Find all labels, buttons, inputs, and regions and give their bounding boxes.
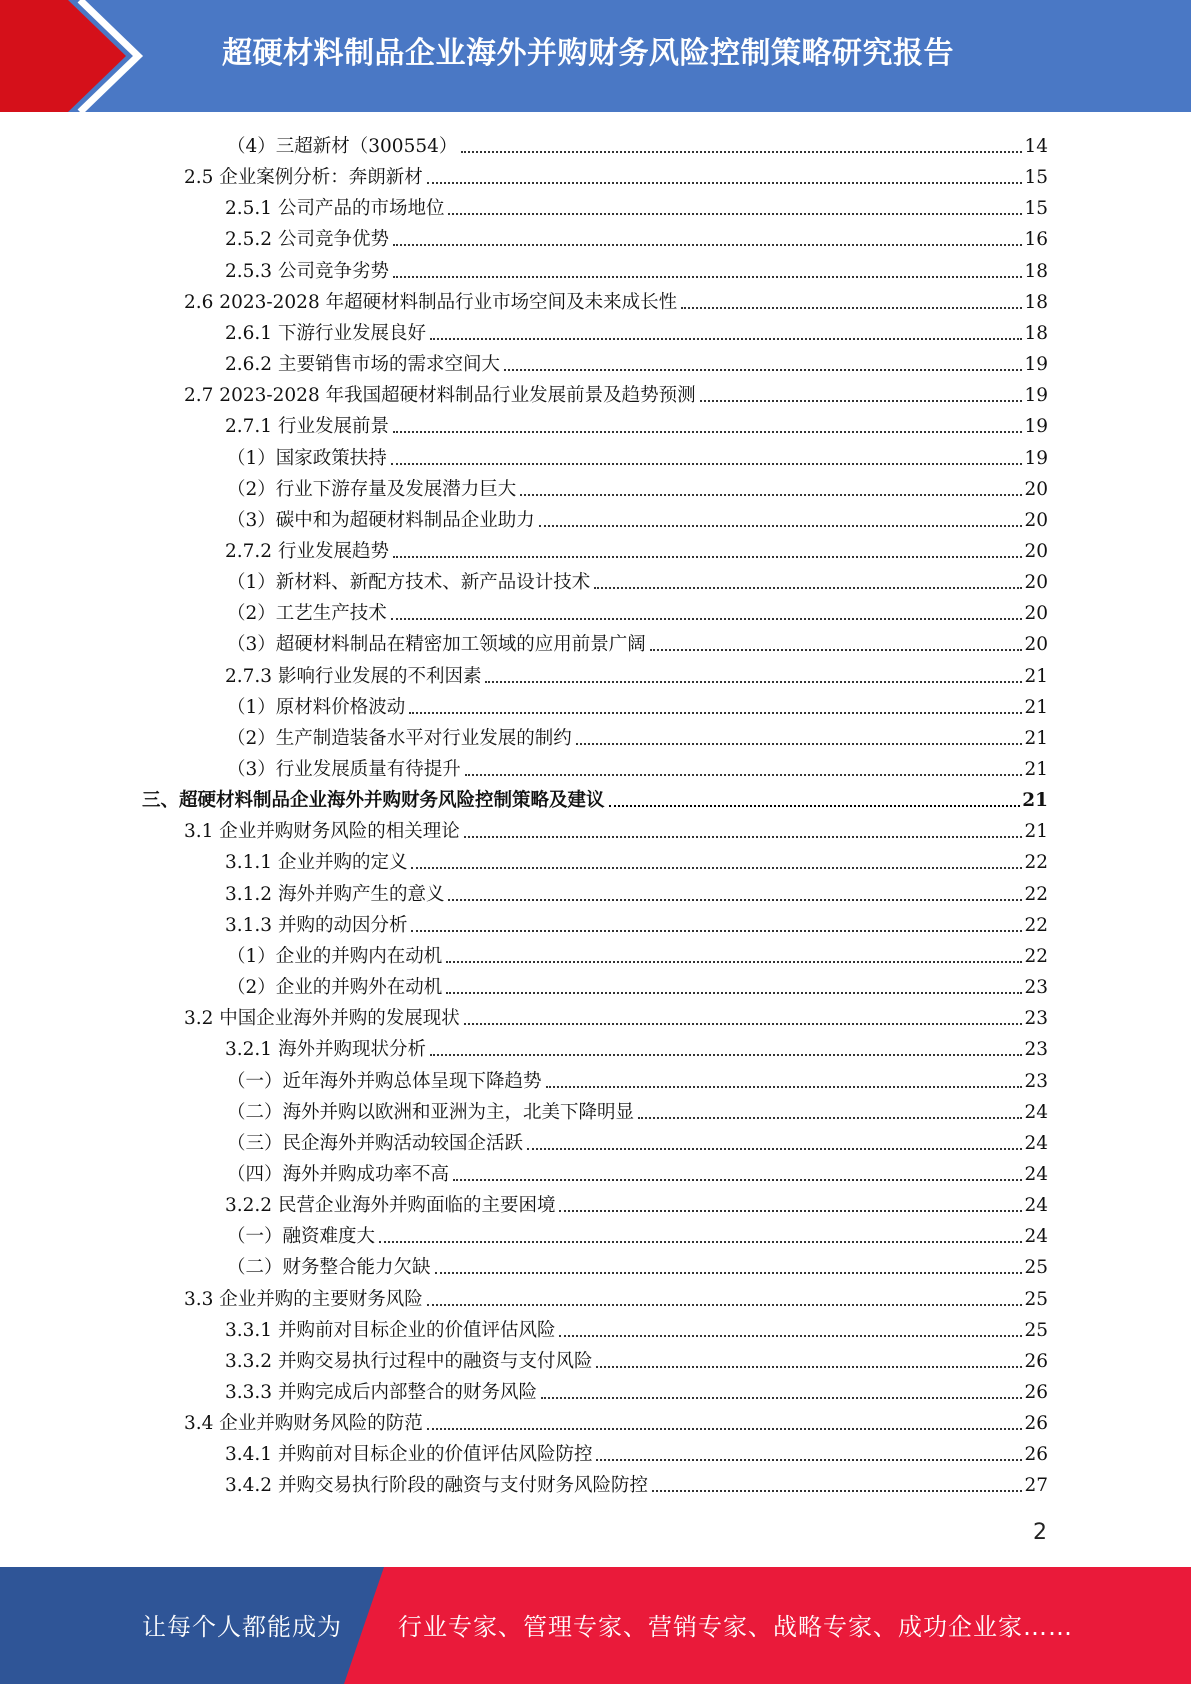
toc-entry[interactable]	[227, 1249, 1048, 1280]
toc-entry[interactable]	[225, 408, 1048, 439]
toc-dot-leader	[485, 681, 1022, 683]
toc-entry-title: 3.3 企业并购的主要财务风险	[184, 1288, 423, 1310]
toc-entry-title: （2）生产制造装备水平对行业发展的制约	[227, 727, 572, 749]
toc-entry[interactable]	[142, 782, 1048, 813]
toc-entry-title: 3.4 企业并购财务风险的防范	[184, 1413, 423, 1435]
toc-entry-page: 19	[1024, 447, 1048, 469]
toc-entry-page: 26	[1024, 1444, 1048, 1466]
toc-entry[interactable]	[227, 502, 1048, 533]
toc-entry-page: 21	[1022, 790, 1048, 812]
toc-entry-title: 三、超硬材料制品企业海外并购财务风险控制策略及建议	[142, 790, 605, 812]
toc-entry[interactable]	[225, 907, 1048, 938]
toc-entry[interactable]	[225, 315, 1048, 346]
toc-entry-title: 3.1.2 海外并购产生的意义	[225, 883, 445, 905]
toc-entry-page: 15	[1024, 167, 1048, 189]
toc-entry-title: （3）超硬材料制品在精密加工领域的应用前景广阔	[227, 634, 646, 656]
toc-entry-page: 20	[1024, 509, 1048, 531]
toc-entry[interactable]	[225, 876, 1048, 907]
toc-entry-title: 3.3.3 并购完成后内部整合的财务风险	[225, 1382, 537, 1403]
toc-entry-page: 21	[1024, 665, 1048, 687]
toc-entry[interactable]	[225, 533, 1048, 564]
toc-dot-leader	[464, 836, 1023, 838]
toc-dot-leader	[446, 961, 1022, 963]
toc-dot-leader	[411, 867, 1022, 869]
toc-entry-title: （四）海外并购成功率不高	[227, 1163, 450, 1185]
footer-slogan-left: 让每个人都能成为	[142, 1613, 342, 1641]
toc-dot-leader	[453, 1179, 1022, 1181]
toc-dot-leader	[393, 244, 1022, 246]
toc-entry-title: 3.2 中国企业海外并购的发展现状	[184, 1008, 460, 1030]
toc-entry[interactable]	[184, 377, 1048, 408]
toc-entry-page: 26	[1024, 1350, 1048, 1372]
toc-entry-page: 21	[1024, 759, 1048, 780]
toc-entry-title: 2.6 2023-2028 年超硬材料制品行业市场空间及未来成长性	[184, 291, 678, 313]
toc-entry-title: （2）行业下游存量及发展潜力巨大	[227, 478, 517, 500]
toc-dot-leader	[461, 151, 1022, 153]
toc-entry[interactable]	[184, 1000, 1048, 1031]
toc-entry[interactable]	[184, 1281, 1048, 1312]
toc-entry-title: （2）企业的并购外在动机	[227, 977, 443, 999]
toc-dot-leader	[411, 930, 1022, 932]
toc-entry-title: 2.5.2 公司竞争优势	[225, 229, 389, 251]
toc-entry-page: 21	[1024, 696, 1048, 718]
toc-entry[interactable]	[227, 969, 1048, 1000]
toc-entry-title: 2.7.3 影响行业发展的不利因素	[225, 665, 482, 687]
toc-entry[interactable]	[227, 1218, 1048, 1249]
toc-entry-title: 2.7 2023-2028 年我国超硬材料制品行业发展前景及趋势预测	[184, 385, 696, 407]
toc-entry-page: 27	[1024, 1475, 1048, 1497]
toc-entry-title: （1）国家政策扶持	[227, 447, 387, 469]
toc-entry-page: 22	[1024, 852, 1048, 874]
toc-entry[interactable]	[227, 564, 1048, 595]
toc-entry-page: 14	[1024, 136, 1048, 157]
toc-entry-page: 25	[1024, 1257, 1048, 1279]
toc-dot-leader	[596, 1459, 1022, 1461]
toc-entry-title: 2.5 企业案例分析：奔朗新材	[184, 167, 423, 189]
toc-dot-leader	[559, 1335, 1022, 1337]
toc-dot-leader	[393, 556, 1022, 558]
footer-banner	[0, 1567, 1191, 1684]
toc-entry-page: 20	[1024, 540, 1048, 562]
toc-entry[interactable]	[227, 720, 1048, 751]
toc-entry[interactable]	[225, 190, 1048, 221]
toc-dot-leader	[391, 618, 1023, 620]
toc-entry-page: 18	[1024, 291, 1048, 313]
toc-entry-title: （3）行业发展质量有待提升	[227, 759, 461, 780]
toc-entry-title: 2.5.3 公司竞争劣势	[225, 260, 389, 282]
toc-entry-title: （二）海外并购以欧洲和亚洲为主，北美下降明显	[227, 1101, 635, 1123]
toc-entry[interactable]	[227, 1094, 1048, 1125]
toc-entry[interactable]	[225, 1312, 1048, 1343]
toc-dot-leader	[559, 1210, 1022, 1212]
toc-entry-title: 2.6.2 主要销售市场的需求空间大	[225, 354, 500, 376]
toc-entry-page: 19	[1024, 354, 1048, 376]
toc-entry[interactable]	[225, 658, 1048, 689]
toc-entry[interactable]	[225, 844, 1048, 875]
toc-entry-title: 2.7.2 行业发展趋势	[225, 540, 389, 562]
chevron-arrow-icon	[0, 0, 160, 112]
toc-entry-page: 26	[1024, 1413, 1048, 1435]
toc-dot-leader	[465, 774, 1023, 776]
toc-entry-page: 19	[1024, 416, 1048, 438]
toc-dot-leader	[393, 431, 1022, 433]
toc-dot-leader	[650, 649, 1023, 651]
toc-entry-title: 3.3.1 并购前对目标企业的价值评估风险	[225, 1319, 556, 1341]
toc-entry-page: 24	[1024, 1226, 1048, 1248]
toc-dot-leader	[393, 276, 1022, 278]
toc-dot-leader	[609, 805, 1021, 807]
toc-entry[interactable]	[225, 1374, 1048, 1405]
toc-entry-title: （三）民企海外并购活动较国企活跃	[227, 1132, 524, 1154]
toc-dot-leader	[594, 587, 1022, 589]
toc-entry-title: （1）企业的并购内在动机	[227, 945, 443, 967]
toc-entry-title: 3.3.2 并购交易执行过程中的融资与支付风险	[225, 1350, 593, 1372]
toc-entry[interactable]	[184, 159, 1048, 190]
toc-dot-leader	[504, 369, 1022, 371]
toc-entry-page: 21	[1024, 727, 1048, 749]
toc-entry-title: 3.4.1 并购前对目标企业的价值评估风险防控	[225, 1444, 593, 1466]
page-number: 2	[1033, 1520, 1047, 1545]
toc-entry-title: 3.1.3 并购的动因分析	[225, 914, 408, 936]
toc-dot-leader	[448, 213, 1022, 215]
toc-entry-title: 3.2.2 民营企业海外并购面临的主要困境	[225, 1195, 556, 1217]
toc-entry-title: （1）原材料价格波动	[227, 696, 406, 718]
toc-entry-page: 18	[1024, 260, 1048, 282]
toc-dot-leader	[520, 494, 1022, 496]
toc-entry[interactable]	[184, 1405, 1048, 1436]
toc-entry-title: 2.7.1 行业发展前景	[225, 416, 389, 438]
toc-entry-title: 2.5.1 公司产品的市场地位	[225, 198, 445, 220]
toc-dot-leader	[539, 525, 1023, 527]
toc-entry[interactable]	[227, 689, 1048, 720]
toc-entry[interactable]	[227, 440, 1048, 471]
toc-entry[interactable]	[227, 1125, 1048, 1156]
toc-entry[interactable]	[184, 813, 1048, 844]
toc-entry[interactable]	[225, 1343, 1048, 1374]
toc-entry-page: 15	[1024, 198, 1048, 220]
toc-entry-title: （2）工艺生产技术	[227, 603, 387, 625]
toc-dot-leader	[681, 307, 1022, 309]
toc-entry-title: （一）融资难度大	[227, 1226, 376, 1248]
toc-entry-page: 24	[1024, 1163, 1048, 1185]
report-title: 超硬材料制品企业海外并购财务风险控制策略研究报告	[222, 36, 954, 71]
toc-entry-title: 3.1.1 企业并购的定义	[225, 852, 408, 874]
toc-entry-title: 3.4.2 并购交易执行阶段的融资与支付财务风险防控	[225, 1475, 648, 1497]
toc-entry-page: 20	[1024, 634, 1048, 656]
toc-entry-page: 26	[1024, 1382, 1048, 1403]
toc-dot-leader	[638, 1117, 1022, 1119]
toc-dot-leader	[541, 1397, 1022, 1399]
toc-entry-page: 20	[1024, 478, 1048, 500]
toc-entry-page: 16	[1024, 229, 1048, 251]
toc-dot-leader	[527, 1148, 1022, 1150]
toc-entry[interactable]	[225, 253, 1048, 284]
toc-entry-title: （4）三超新材（300554）	[227, 136, 458, 157]
toc-dot-leader	[652, 1490, 1022, 1492]
toc-entry[interactable]	[184, 284, 1048, 315]
toc-dot-leader	[448, 899, 1022, 901]
toc-entry-page: 25	[1024, 1319, 1048, 1341]
toc-entry-page: 25	[1024, 1288, 1048, 1310]
toc-entry-title: （二）财务整合能力欠缺	[227, 1257, 431, 1279]
toc-dot-leader	[596, 1366, 1022, 1368]
footer-slogan-right: 行业专家、管理专家、营销专家、战略专家、成功企业家……	[398, 1613, 1073, 1641]
toc-dot-leader	[409, 712, 1022, 714]
toc-entry-page: 24	[1024, 1132, 1048, 1154]
toc-dot-leader	[379, 1241, 1022, 1243]
toc-entry-page: 19	[1024, 385, 1048, 407]
toc-dot-leader	[546, 1086, 1023, 1088]
toc-entry[interactable]	[227, 1156, 1048, 1187]
toc-entry-page: 20	[1024, 603, 1048, 625]
toc-entry[interactable]	[227, 751, 1048, 782]
toc-dot-leader	[435, 1272, 1023, 1274]
toc-entry-title: （1）新材料、新配方技术、新产品设计技术	[227, 572, 591, 594]
toc-entry[interactable]	[227, 595, 1048, 626]
toc-dot-leader	[430, 1054, 1022, 1056]
toc-entry-title: （3）碳中和为超硬材料制品企业助力	[227, 509, 535, 531]
toc-entry-page: 24	[1024, 1195, 1048, 1217]
toc-entry[interactable]	[227, 471, 1048, 502]
toc-entry[interactable]	[225, 1436, 1048, 1467]
toc-entry-page: 22	[1024, 945, 1048, 967]
toc-entry-title: 2.6.1 下游行业发展良好	[225, 322, 426, 344]
toc-entry-page: 21	[1024, 821, 1048, 843]
toc-dot-leader	[446, 992, 1022, 994]
toc-entry[interactable]	[225, 1031, 1048, 1062]
toc-entry-page: 22	[1024, 883, 1048, 905]
toc-entry-page: 23	[1024, 1039, 1048, 1061]
toc-entry-page: 24	[1024, 1101, 1048, 1123]
toc-entry-page: 20	[1024, 572, 1048, 594]
toc-entry-page: 23	[1024, 1008, 1048, 1030]
toc-dot-leader	[576, 743, 1023, 745]
toc-entry-page: 22	[1024, 914, 1048, 936]
toc-dot-leader	[391, 463, 1023, 465]
toc-entry[interactable]	[225, 221, 1048, 252]
toc-entry[interactable]	[227, 626, 1048, 657]
toc-entry[interactable]	[227, 1063, 1048, 1094]
toc-dot-leader	[427, 1428, 1023, 1430]
toc-entry[interactable]	[225, 346, 1048, 377]
toc-entry-title: （一）近年海外并购总体呈现下降趋势	[227, 1070, 542, 1092]
toc-entry[interactable]	[227, 938, 1048, 969]
toc-entry[interactable]	[227, 128, 1048, 159]
toc-dot-leader	[427, 1304, 1023, 1306]
toc-entry-page: 23	[1024, 1070, 1048, 1092]
toc-entry[interactable]	[225, 1467, 1048, 1498]
toc-entry-page: 18	[1024, 322, 1048, 344]
toc-entry-title: 3.2.1 海外并购现状分析	[225, 1039, 426, 1061]
toc-entry-title: 3.1 企业并购财务风险的相关理论	[184, 821, 460, 843]
toc-dot-leader	[430, 338, 1022, 340]
toc-dot-leader	[464, 1023, 1023, 1025]
toc-dot-leader	[700, 400, 1023, 402]
toc-entry[interactable]	[225, 1187, 1048, 1218]
header-banner	[0, 0, 1191, 112]
toc-entry-page: 23	[1024, 977, 1048, 999]
toc-dot-leader	[427, 182, 1023, 184]
